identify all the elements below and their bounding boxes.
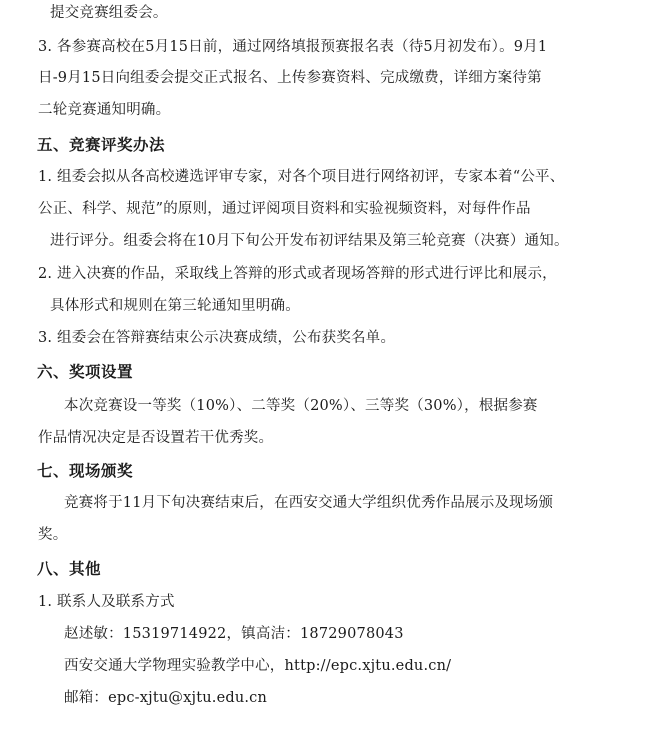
contact-organization-url: 西安交通大学物理实验教学中心，http://epc.xjtu.edu.cn/	[64, 658, 452, 674]
paragraph-line: 作品情况决定是否设置若干优秀奖。	[38, 430, 274, 446]
paragraph-line: 本次竞赛设一等奖（10%）、二等奖（20%）、三等奖（30%），根据参赛	[64, 398, 538, 414]
section-heading-8: 八、其他	[37, 560, 102, 578]
section-heading-5: 五、竞赛评奖办法	[37, 136, 166, 154]
paragraph-line: 竞赛将于11月下旬决赛结束后，在西安交通大学组织优秀作品展示及现场颁	[64, 495, 554, 511]
list-item-3: 3. 组委会在答辩赛结束公示决赛成绩，公布获奖名单。	[38, 330, 396, 346]
paragraph-line: 提交竞赛组委会。	[50, 5, 168, 21]
paragraph-line: 二轮竞赛通知明确。	[38, 102, 171, 118]
contact-email: 邮箱：epc-xjtu@xjtu.edu.cn	[64, 690, 268, 706]
section-heading-6: 六、奖项设置	[37, 363, 134, 381]
paragraph-line: 具体形式和规则在第三轮通知里明确。	[50, 298, 300, 314]
list-item-3: 3. 各参赛高校在5月15日前，通过网络填报预赛报名表（待5月初发布）。9月1	[38, 39, 548, 55]
paragraph-line: 奖。	[38, 527, 68, 543]
list-item-1: 1. 组委会拟从各高校遴选评审专家，对各个项目进行网络初评，专家本着“公平、	[38, 169, 565, 185]
paragraph-line: 日-9月15日向组委会提交正式报名、上传参赛资料、完成缴费，详细方案待第	[38, 70, 542, 86]
contact-persons: 赵述敏：15319714922，镇高洁：18729078043	[64, 626, 404, 642]
section-heading-7: 七、现场颁奖	[37, 462, 134, 480]
list-item-1: 1. 联系人及联系方式	[38, 594, 175, 610]
list-item-2: 2. 进入决赛的作品，采取线上答辩的形式或者现场答辩的形式进行评比和展示，	[38, 266, 557, 282]
paragraph-line: 公正、科学、规范”的原则，通过评阅项目资料和实验视频资料，对每件作品	[38, 201, 531, 217]
paragraph-line: 进行评分。组委会将在10月下旬公开发布初评结果及第三轮竞赛（决赛）通知。	[50, 233, 569, 249]
